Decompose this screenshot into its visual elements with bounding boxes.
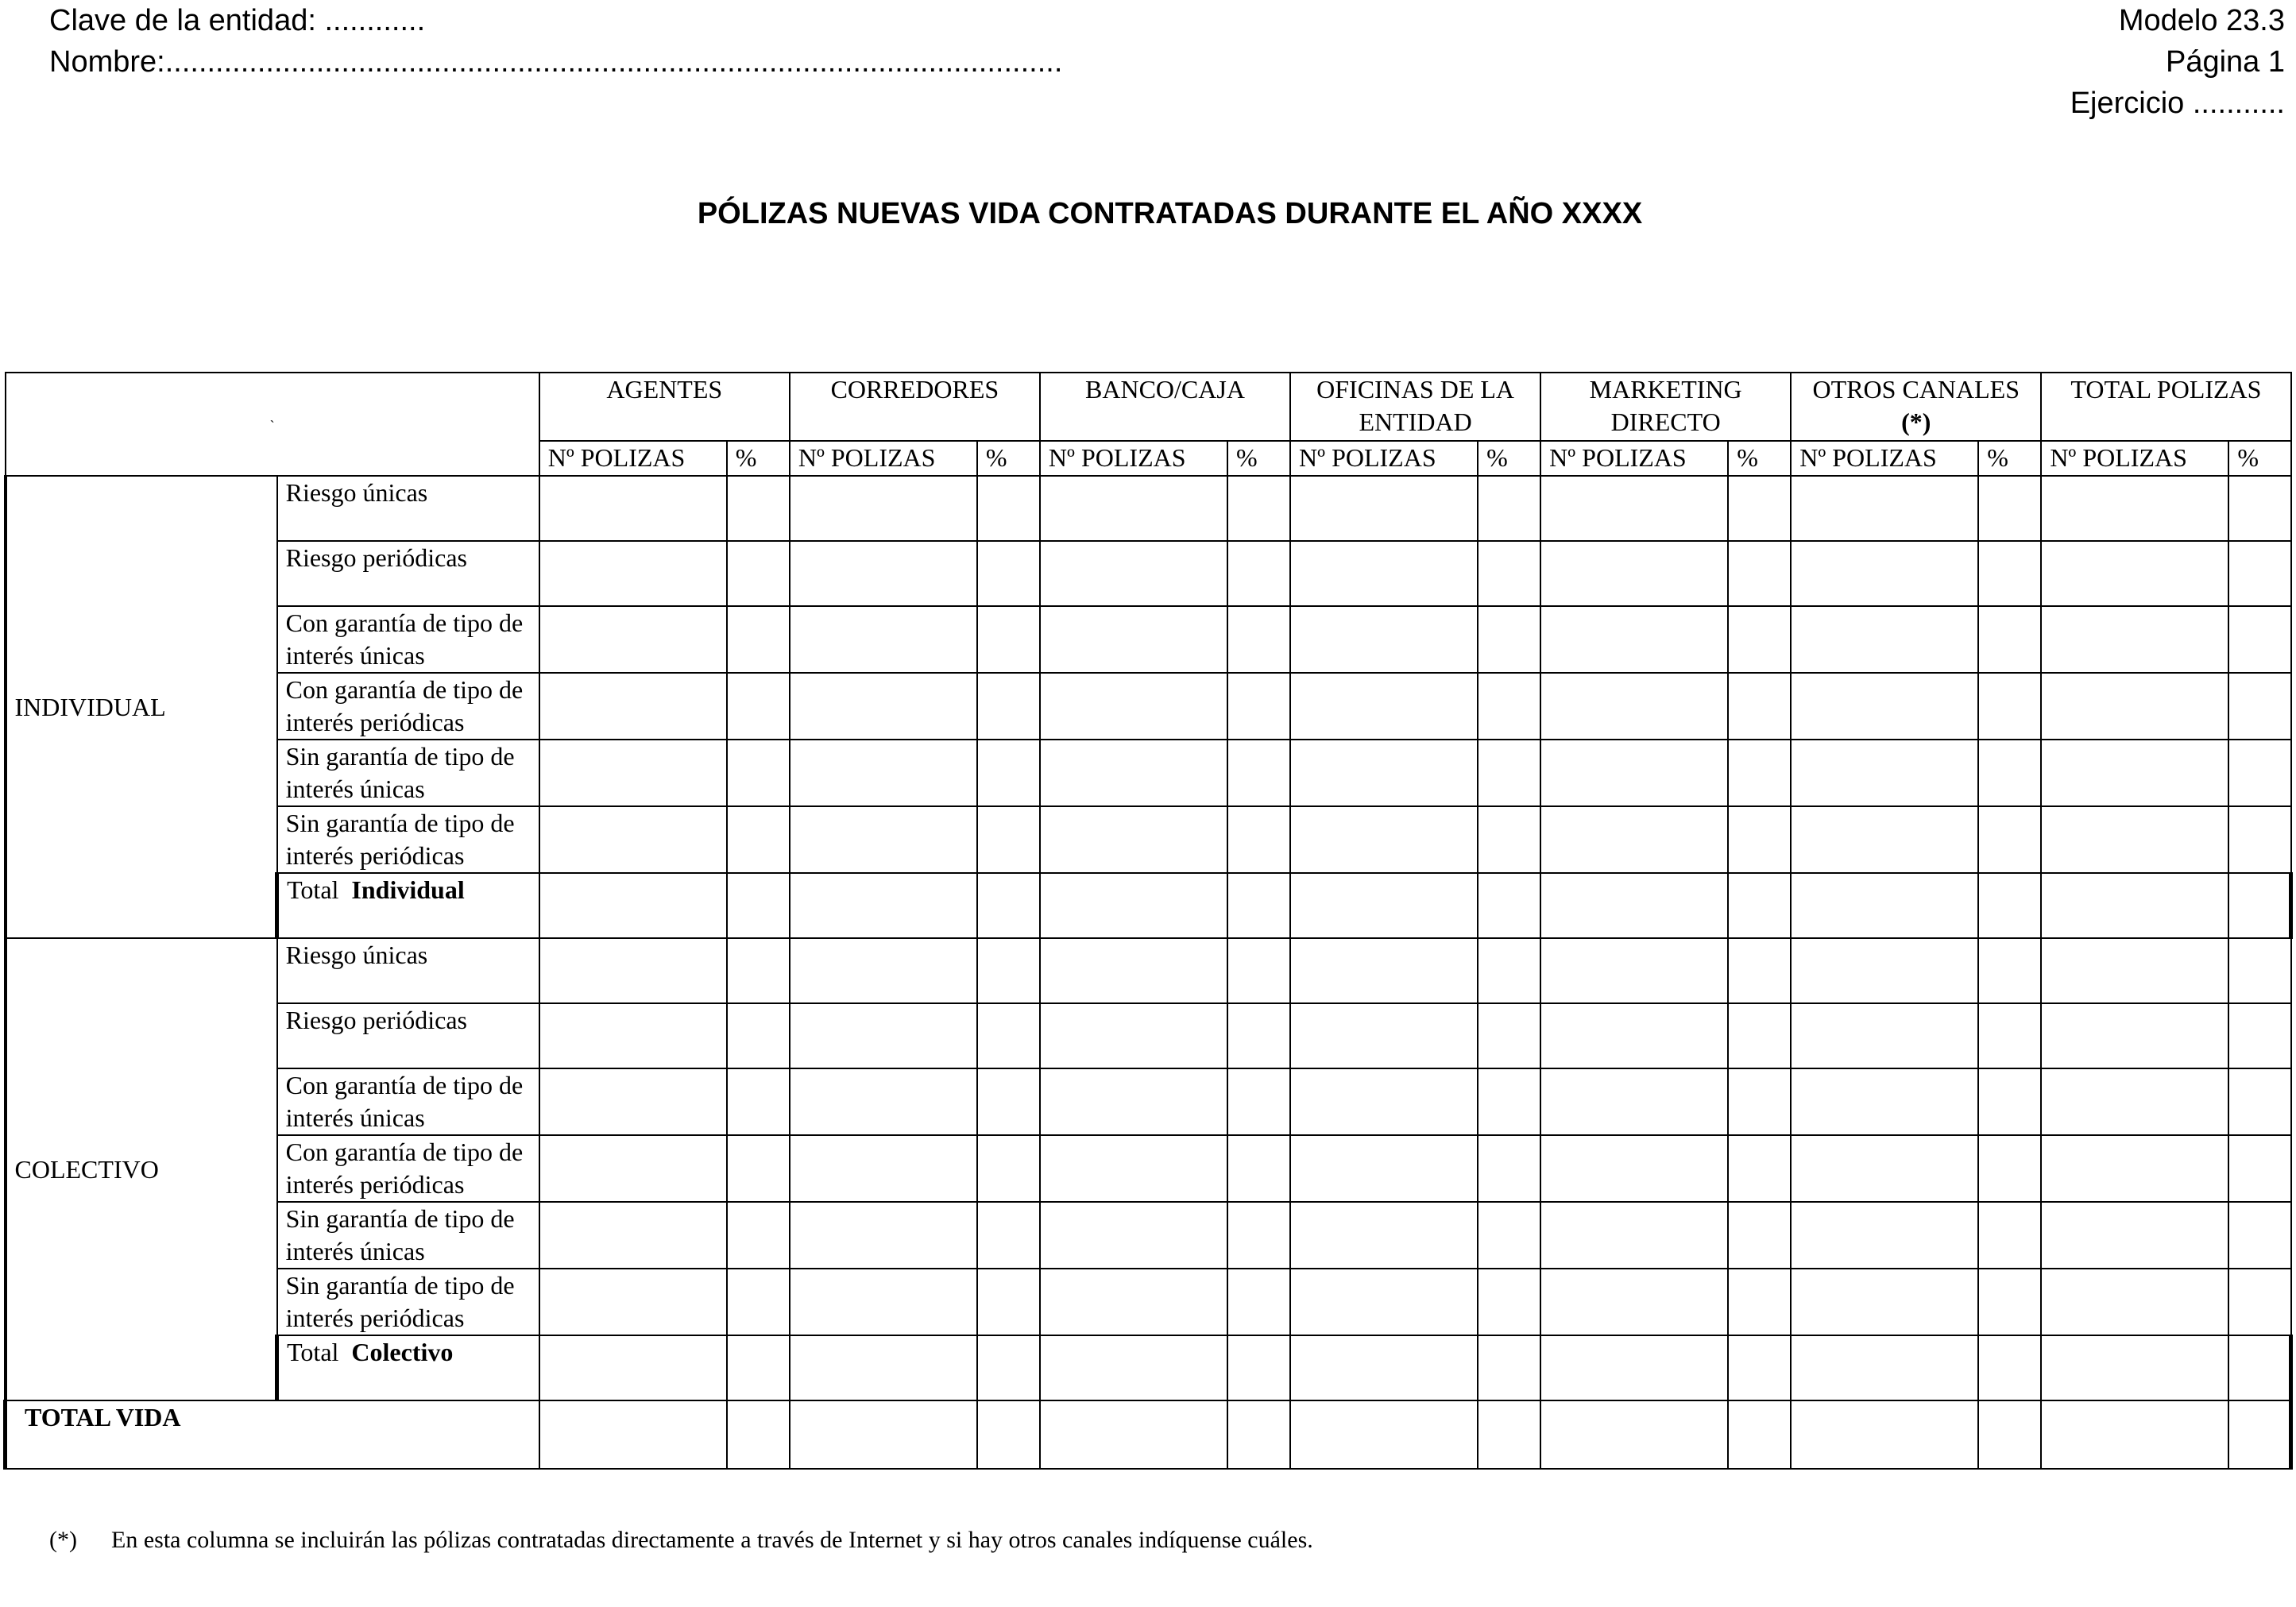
data-cell[interactable] xyxy=(1978,673,2041,740)
data-cell[interactable] xyxy=(1540,938,1728,1003)
corner-cell xyxy=(6,373,539,476)
total-cell[interactable] xyxy=(727,873,790,938)
data-cell[interactable] xyxy=(727,1135,790,1202)
num-polizas-header: Nº POLIZAS xyxy=(1791,441,1978,476)
data-cell[interactable] xyxy=(977,541,1040,606)
data-cell[interactable] xyxy=(2041,806,2228,873)
channel-header xyxy=(790,373,1040,441)
num-polizas-header: Nº POLIZAS xyxy=(539,441,727,476)
data-cell[interactable] xyxy=(1478,1135,1540,1202)
data-cell[interactable] xyxy=(1791,541,1978,606)
data-cell[interactable] xyxy=(539,740,727,806)
total-cell[interactable] xyxy=(1978,1335,2041,1400)
total-vida-cell[interactable] xyxy=(1791,1400,1978,1469)
data-cell[interactable] xyxy=(1040,1068,1227,1135)
data-cell[interactable] xyxy=(2228,541,2290,606)
data-cell[interactable] xyxy=(790,1269,977,1335)
data-cell[interactable] xyxy=(1290,673,1478,740)
data-cell[interactable] xyxy=(1978,1135,2041,1202)
total-vida-cell[interactable] xyxy=(1290,1400,1478,1469)
data-cell[interactable] xyxy=(1540,740,1728,806)
data-cell[interactable] xyxy=(1791,806,1978,873)
total-cell[interactable] xyxy=(539,873,727,938)
data-cell[interactable] xyxy=(539,1068,727,1135)
data-cell[interactable] xyxy=(1478,806,1540,873)
num-polizas-header: Nº POLIZAS xyxy=(1540,441,1728,476)
data-cell[interactable] xyxy=(790,1135,977,1202)
data-cell[interactable] xyxy=(790,740,977,806)
data-cell[interactable] xyxy=(2041,1202,2228,1269)
data-cell[interactable] xyxy=(1040,740,1227,806)
footnote-mark: (*) xyxy=(49,1527,77,1553)
total-cell[interactable] xyxy=(2228,873,2290,938)
data-cell[interactable] xyxy=(977,476,1040,541)
data-cell[interactable] xyxy=(2228,1003,2290,1068)
table-row xyxy=(6,1202,2291,1269)
data-cell[interactable] xyxy=(1978,1068,2041,1135)
channel-header xyxy=(539,373,790,441)
percent-header: % xyxy=(1728,441,1791,476)
data-cell[interactable] xyxy=(727,476,790,541)
data-cell[interactable] xyxy=(1478,1202,1540,1269)
total-cell[interactable] xyxy=(790,1335,977,1400)
data-cell[interactable] xyxy=(977,1068,1040,1135)
data-cell[interactable] xyxy=(1227,1269,1290,1335)
data-cell[interactable] xyxy=(539,938,727,1003)
num-polizas-header: Nº POLIZAS xyxy=(1290,441,1478,476)
data-cell[interactable] xyxy=(727,806,790,873)
otros-footnote-mark: (*) xyxy=(1901,408,1931,436)
total-vida-cell[interactable] xyxy=(2041,1400,2228,1469)
data-cell[interactable] xyxy=(977,1135,1040,1202)
total-vida-label: TOTAL VIDA xyxy=(6,1400,539,1469)
data-cell[interactable] xyxy=(1540,1202,1728,1269)
total-cell[interactable] xyxy=(1791,873,1978,938)
total-vida-cell[interactable] xyxy=(539,1400,727,1469)
data-cell[interactable] xyxy=(1978,1202,2041,1269)
total-cell[interactable] xyxy=(1227,873,1290,938)
total-cell[interactable] xyxy=(2228,1335,2290,1400)
channel-label: BANCO/CAJA xyxy=(1085,375,1245,404)
data-cell[interactable] xyxy=(1290,1269,1478,1335)
data-cell[interactable] xyxy=(1978,541,2041,606)
data-cell[interactable] xyxy=(790,476,977,541)
data-cell[interactable] xyxy=(1728,938,1791,1003)
data-cell[interactable] xyxy=(539,806,727,873)
data-cell[interactable] xyxy=(790,1068,977,1135)
data-cell[interactable] xyxy=(1040,476,1227,541)
data-cell[interactable] xyxy=(1791,740,1978,806)
percent-header: % xyxy=(1978,441,2041,476)
data-cell[interactable] xyxy=(1478,1003,1540,1068)
channel-label: TOTAL POLIZAS xyxy=(2070,375,2262,404)
data-cell[interactable] xyxy=(1040,606,1227,673)
total-vida-cell[interactable] xyxy=(1040,1400,1227,1469)
footnote xyxy=(49,1527,1313,1554)
data-cell[interactable] xyxy=(1040,806,1227,873)
data-cell[interactable] xyxy=(1728,806,1791,873)
model-header xyxy=(2070,0,2285,124)
fiscal-year-field: Ejercicio ........... xyxy=(2070,87,2285,120)
table-row xyxy=(6,806,2291,873)
data-cell[interactable] xyxy=(977,806,1040,873)
data-cell[interactable] xyxy=(977,1269,1040,1335)
total-cell[interactable] xyxy=(2041,873,2228,938)
row-label: Sin garantía de tipo de interés únicas xyxy=(277,740,539,806)
data-cell[interactable] xyxy=(1540,806,1728,873)
data-cell[interactable] xyxy=(790,541,977,606)
data-cell[interactable] xyxy=(1978,1269,2041,1335)
data-cell[interactable] xyxy=(1227,673,1290,740)
data-cell[interactable] xyxy=(1478,673,1540,740)
table-row xyxy=(6,541,2291,606)
data-cell[interactable] xyxy=(977,1003,1040,1068)
data-cell[interactable] xyxy=(2041,1003,2228,1068)
total-row xyxy=(6,873,2291,938)
data-cell[interactable] xyxy=(1227,1135,1290,1202)
data-cell[interactable] xyxy=(1290,1135,1478,1202)
data-cell[interactable] xyxy=(539,476,727,541)
total-cell[interactable] xyxy=(1040,873,1227,938)
channel-label: OFICINAS DE LA ENTIDAD xyxy=(1316,375,1515,436)
data-cell[interactable] xyxy=(1478,606,1540,673)
data-cell[interactable] xyxy=(727,1003,790,1068)
row-label: Sin garantía de tipo de interés periódicas xyxy=(277,806,539,873)
data-cell[interactable] xyxy=(1791,606,1978,673)
data-cell[interactable] xyxy=(790,673,977,740)
percent-header: % xyxy=(1478,441,1540,476)
total-label xyxy=(277,873,539,938)
data-cell[interactable] xyxy=(1478,938,1540,1003)
data-cell[interactable] xyxy=(1040,673,1227,740)
total-vida-cell[interactable] xyxy=(727,1400,790,1469)
footnote-text: En esta columna se incluirán las pólizas contratadas directamente a través de Internet y si hay otros canales indíquense cuáles. xyxy=(111,1527,1313,1553)
data-cell[interactable] xyxy=(790,1003,977,1068)
total-cell[interactable] xyxy=(1978,873,2041,938)
data-cell[interactable] xyxy=(1791,1003,1978,1068)
table-row xyxy=(6,673,2291,740)
total-cell[interactable] xyxy=(1540,873,1728,938)
total-word: Total xyxy=(287,1338,339,1366)
total-vida-cell[interactable] xyxy=(1478,1400,1540,1469)
data-cell[interactable] xyxy=(1791,1135,1978,1202)
table-row xyxy=(6,606,2291,673)
num-polizas-header: Nº POLIZAS xyxy=(2041,441,2228,476)
data-cell[interactable] xyxy=(1040,1003,1227,1068)
data-cell[interactable] xyxy=(1728,1269,1791,1335)
data-cell[interactable] xyxy=(1040,1269,1227,1335)
data-cell[interactable] xyxy=(1040,938,1227,1003)
data-cell[interactable] xyxy=(727,541,790,606)
data-cell[interactable] xyxy=(1478,1269,1540,1335)
data-cell[interactable] xyxy=(977,740,1040,806)
entity-name-field: Nombre:........................................................................................................... xyxy=(49,45,1063,79)
table-row xyxy=(6,1269,2291,1335)
channel-label: AGENTES xyxy=(606,375,723,404)
total-vida-cell[interactable] xyxy=(2228,1400,2290,1469)
data-cell[interactable] xyxy=(1978,740,2041,806)
total-cell[interactable] xyxy=(1290,873,1478,938)
data-cell[interactable] xyxy=(2228,1269,2290,1335)
data-cell[interactable] xyxy=(1540,1003,1728,1068)
channel-header xyxy=(1040,373,1290,441)
data-cell[interactable] xyxy=(790,606,977,673)
row-label: Con garantía de tipo de interés periódicas xyxy=(277,673,539,740)
data-cell[interactable] xyxy=(1540,1269,1728,1335)
data-cell[interactable] xyxy=(2041,673,2228,740)
total-cell[interactable] xyxy=(539,1335,727,1400)
data-cell[interactable] xyxy=(977,673,1040,740)
data-cell[interactable] xyxy=(1728,606,1791,673)
data-cell[interactable] xyxy=(1540,541,1728,606)
data-cell[interactable] xyxy=(539,673,727,740)
data-cell[interactable] xyxy=(2041,606,2228,673)
channel-label: CORREDORES xyxy=(830,375,999,404)
data-cell[interactable] xyxy=(727,1202,790,1269)
table-row xyxy=(6,1135,2291,1202)
row-label: Riesgo periódicas xyxy=(277,1003,539,1068)
data-cell[interactable] xyxy=(1227,938,1290,1003)
total-cell[interactable] xyxy=(1728,1335,1791,1400)
total-cell[interactable] xyxy=(1791,1335,1978,1400)
data-cell[interactable] xyxy=(2228,938,2290,1003)
total-cell[interactable] xyxy=(2041,1335,2228,1400)
data-cell[interactable] xyxy=(1040,1135,1227,1202)
data-cell[interactable] xyxy=(1728,1135,1791,1202)
data-cell[interactable] xyxy=(2228,673,2290,740)
total-cell[interactable] xyxy=(1290,1335,1478,1400)
total-vida-cell[interactable] xyxy=(977,1400,1040,1469)
table-row xyxy=(6,476,2291,541)
channel-label: MARKETING DIRECTO xyxy=(1589,375,1742,436)
percent-header: % xyxy=(977,441,1040,476)
data-cell[interactable] xyxy=(1478,476,1540,541)
total-cell[interactable] xyxy=(1040,1335,1227,1400)
data-cell[interactable] xyxy=(790,1202,977,1269)
page-number: Página 1 xyxy=(2165,45,2285,79)
page-title: PÓLIZAS NUEVAS VIDA CONTRATADAS DURANTE EL AÑO XXXX xyxy=(697,197,1643,230)
data-cell[interactable] xyxy=(2228,476,2290,541)
total-cell[interactable] xyxy=(1478,1335,1540,1400)
data-cell[interactable] xyxy=(1978,1003,2041,1068)
data-cell[interactable] xyxy=(1978,606,2041,673)
entity-code-field: Clave de la entidad: ............ xyxy=(49,4,426,37)
data-cell[interactable] xyxy=(1791,938,1978,1003)
channel-header xyxy=(2041,373,2290,441)
data-cell[interactable] xyxy=(1791,1068,1978,1135)
percent-header: % xyxy=(727,441,790,476)
row-label: Sin garantía de tipo de interés únicas xyxy=(277,1202,539,1269)
total-cell[interactable] xyxy=(977,1335,1040,1400)
total-label xyxy=(277,1335,539,1400)
data-cell[interactable] xyxy=(1227,476,1290,541)
channel-label: OTROS CANALES xyxy=(1812,375,2020,404)
data-cell[interactable] xyxy=(2228,806,2290,873)
data-cell[interactable] xyxy=(539,1135,727,1202)
data-cell[interactable] xyxy=(727,606,790,673)
policies-table xyxy=(3,372,2293,1470)
data-cell[interactable] xyxy=(1227,740,1290,806)
total-cell[interactable] xyxy=(1728,873,1791,938)
table-row xyxy=(6,1003,2291,1068)
total-cell[interactable] xyxy=(1478,873,1540,938)
data-cell[interactable] xyxy=(1227,541,1290,606)
data-cell[interactable] xyxy=(2228,1202,2290,1269)
data-cell[interactable] xyxy=(1478,541,1540,606)
total-cell[interactable] xyxy=(1540,1335,1728,1400)
data-cell[interactable] xyxy=(790,806,977,873)
total-vida-cell[interactable] xyxy=(790,1400,977,1469)
corner-mark: ` xyxy=(269,418,275,434)
data-cell[interactable] xyxy=(2228,1068,2290,1135)
data-cell[interactable] xyxy=(1040,1202,1227,1269)
data-cell[interactable] xyxy=(1791,476,1978,541)
total-word: Total xyxy=(287,875,339,904)
data-cell[interactable] xyxy=(1791,673,1978,740)
data-cell[interactable] xyxy=(1478,740,1540,806)
data-cell[interactable] xyxy=(539,606,727,673)
data-cell[interactable] xyxy=(727,673,790,740)
num-polizas-header: Nº POLIZAS xyxy=(790,441,977,476)
percent-header: % xyxy=(2228,441,2290,476)
data-cell[interactable] xyxy=(1728,541,1791,606)
data-cell[interactable] xyxy=(539,1269,727,1335)
total-vida-cell[interactable] xyxy=(1227,1400,1290,1469)
data-cell[interactable] xyxy=(2041,476,2228,541)
data-cell[interactable] xyxy=(1290,541,1478,606)
total-cell[interactable] xyxy=(790,873,977,938)
data-cell[interactable] xyxy=(1290,806,1478,873)
data-cell[interactable] xyxy=(1227,1068,1290,1135)
data-cell[interactable] xyxy=(2041,1269,2228,1335)
data-cell[interactable] xyxy=(1227,806,1290,873)
data-cell[interactable] xyxy=(539,1202,727,1269)
data-cell[interactable] xyxy=(1227,1202,1290,1269)
entity-header xyxy=(49,0,1062,83)
header-row-channels xyxy=(6,373,2291,441)
group-label-individual: INDIVIDUAL xyxy=(6,476,277,938)
data-cell[interactable] xyxy=(2041,541,2228,606)
num-polizas-header: Nº POLIZAS xyxy=(1040,441,1227,476)
total-vida-cell[interactable] xyxy=(1728,1400,1791,1469)
total-vida-cell[interactable] xyxy=(1540,1400,1728,1469)
data-cell[interactable] xyxy=(1227,606,1290,673)
total-group-name: Individual xyxy=(351,875,465,904)
data-cell[interactable] xyxy=(1540,1068,1728,1135)
total-cell[interactable] xyxy=(727,1335,790,1400)
row-label: Riesgo únicas xyxy=(277,938,539,1003)
total-cell[interactable] xyxy=(1227,1335,1290,1400)
data-cell[interactable] xyxy=(1728,1202,1791,1269)
data-cell[interactable] xyxy=(1290,606,1478,673)
data-cell[interactable] xyxy=(1978,806,2041,873)
data-cell[interactable] xyxy=(1540,1135,1728,1202)
data-cell[interactable] xyxy=(2041,740,2228,806)
row-label: Con garantía de tipo de interés únicas xyxy=(277,1068,539,1135)
channel-header xyxy=(1791,373,2041,441)
data-cell[interactable] xyxy=(727,938,790,1003)
data-cell[interactable] xyxy=(1791,1269,1978,1335)
data-cell[interactable] xyxy=(1728,1068,1791,1135)
data-cell[interactable] xyxy=(977,606,1040,673)
data-cell[interactable] xyxy=(2041,1135,2228,1202)
data-cell[interactable] xyxy=(1290,476,1478,541)
total-group-name: Colectivo xyxy=(351,1338,454,1366)
data-cell[interactable] xyxy=(2041,938,2228,1003)
channel-header xyxy=(1540,373,1791,441)
data-cell[interactable] xyxy=(1227,1003,1290,1068)
data-cell[interactable] xyxy=(1728,1003,1791,1068)
data-cell[interactable] xyxy=(727,1068,790,1135)
data-cell[interactable] xyxy=(2228,740,2290,806)
data-cell[interactable] xyxy=(1728,673,1791,740)
data-cell[interactable] xyxy=(2228,606,2290,673)
data-cell[interactable] xyxy=(1290,938,1478,1003)
table-row xyxy=(6,1068,2291,1135)
total-vida-cell[interactable] xyxy=(1978,1400,2041,1469)
data-cell[interactable] xyxy=(1791,1202,1978,1269)
data-cell[interactable] xyxy=(727,1269,790,1335)
row-label: Con garantía de tipo de interés periódicas xyxy=(277,1135,539,1202)
data-cell[interactable] xyxy=(1540,673,1728,740)
channel-header xyxy=(1290,373,1540,441)
data-cell[interactable] xyxy=(1478,1068,1540,1135)
model-number: Modelo 23.3 xyxy=(2118,4,2285,37)
total-row xyxy=(6,1335,2291,1400)
data-cell[interactable] xyxy=(2041,1068,2228,1135)
row-label: Riesgo únicas xyxy=(277,476,539,541)
row-label: Con garantía de tipo de interés únicas xyxy=(277,606,539,673)
data-cell[interactable] xyxy=(1290,1068,1478,1135)
data-cell[interactable] xyxy=(977,1202,1040,1269)
data-cell[interactable] xyxy=(539,541,727,606)
data-cell[interactable] xyxy=(1540,476,1728,541)
data-cell[interactable] xyxy=(727,740,790,806)
data-cell[interactable] xyxy=(1290,740,1478,806)
row-label: Riesgo periódicas xyxy=(277,541,539,606)
data-cell[interactable] xyxy=(1978,476,2041,541)
data-cell[interactable] xyxy=(1978,938,2041,1003)
data-cell[interactable] xyxy=(790,938,977,1003)
data-cell[interactable] xyxy=(2228,1135,2290,1202)
data-cell[interactable] xyxy=(977,938,1040,1003)
total-cell[interactable] xyxy=(977,873,1040,938)
data-cell[interactable] xyxy=(1290,1202,1478,1269)
data-cell[interactable] xyxy=(539,1003,727,1068)
data-cell[interactable] xyxy=(1040,541,1227,606)
percent-header: % xyxy=(1227,441,1290,476)
group-label-colectivo: COLECTIVO xyxy=(6,938,277,1400)
data-cell[interactable] xyxy=(1290,1003,1478,1068)
table-row xyxy=(6,938,2291,1003)
row-label: Sin garantía de tipo de interés periódicas xyxy=(277,1269,539,1335)
total-vida-row xyxy=(6,1400,2291,1469)
table-row xyxy=(6,740,2291,806)
data-cell[interactable] xyxy=(1728,740,1791,806)
data-cell[interactable] xyxy=(1540,606,1728,673)
data-cell[interactable] xyxy=(1728,476,1791,541)
